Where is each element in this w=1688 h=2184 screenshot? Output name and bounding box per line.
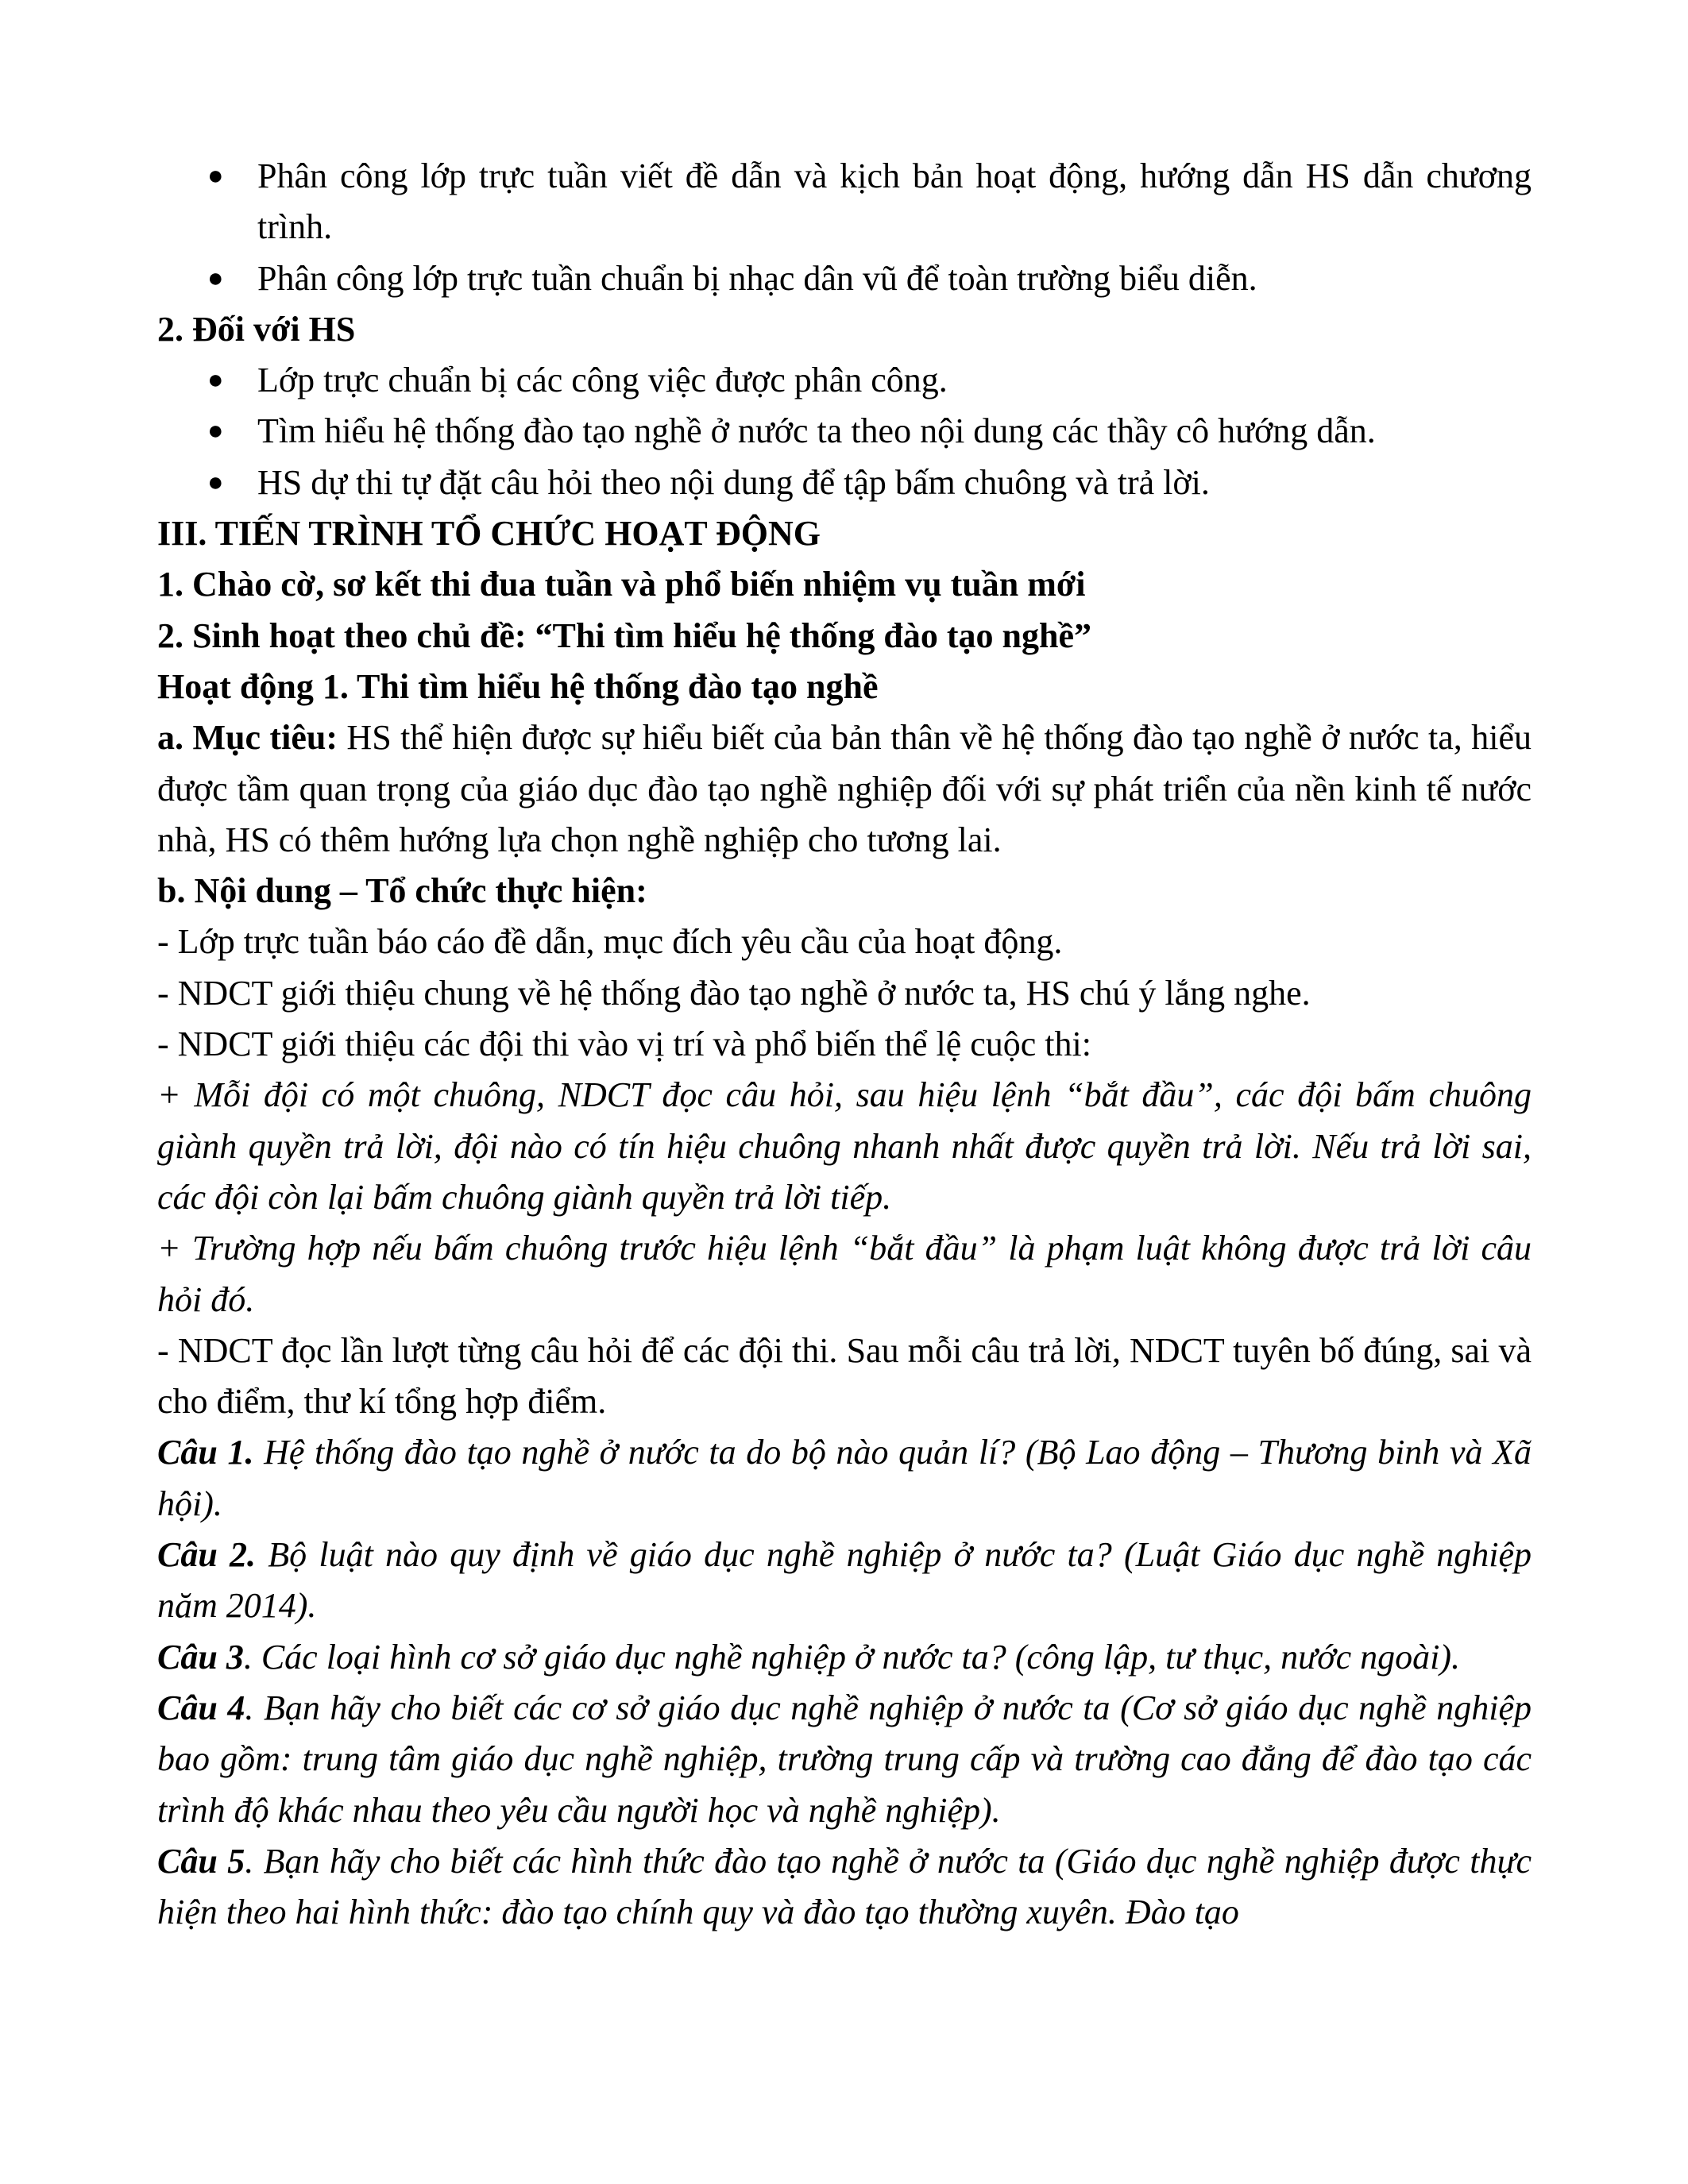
question-label: Câu 2. bbox=[157, 1535, 257, 1575]
list-item: ● HS dự thi tự đặt câu hỏi theo nội dung để tập bấm chuông và trả lời. bbox=[157, 457, 1532, 508]
heading-subsection-2: 2. Sinh hoạt theo chủ đề: “Thi tìm hiểu hệ thống đào tạo nghề” bbox=[157, 615, 1091, 655]
step-final: - NDCT đọc lần lượt từng câu hỏi để các đội thi. Sau mỗi câu trả lời, NDCT tuyên bố đúng, sai và cho điểm, thư kí tổng hợp điểm. bbox=[157, 1330, 1532, 1422]
noi-dung-heading: b. Nội dung – Tổ chức thực hiện: bbox=[157, 871, 647, 911]
section-heading-hs: 2. Đối với HS bbox=[157, 309, 356, 349]
question-text: Bộ luật nào quy định về giáo dục nghề nghiệp ở nước ta? (Luật Giáo dục nghề nghiệp năm 2014). bbox=[157, 1535, 1532, 1626]
question-paragraph bbox=[157, 1836, 1532, 1939]
list-item: ● Lớp trực chuẩn bị các công việc được phân công. bbox=[157, 355, 1532, 406]
question-text: . Các loại hình cơ sở giáo dục nghề nghiệp ở nước ta? (công lập, tư thục, nước ngoài). bbox=[243, 1637, 1461, 1677]
question-paragraph bbox=[157, 1427, 1532, 1530]
question-paragraph bbox=[157, 1683, 1532, 1836]
list-item: ● Phân công lớp trực tuần chuẩn bị nhạc dân vũ để toàn trường biểu diễn. bbox=[157, 253, 1532, 304]
document-page bbox=[157, 151, 1532, 1938]
rule-paragraph: + Mỗi đội có một chuông, NDCT đọc câu hỏi, sau hiệu lệnh “bắt đầu”, các đội bấm chuông giành quyền trả lời, đội nào có tín hiệu chuông nhanh nhất được quyền trả lời. Nếu trả lời sai, các đội còn lại bấm chuông giành quyền trả lời tiếp. bbox=[157, 1075, 1532, 1217]
muc-tieu-text: HS thể hiện được sự hiểu biết của bản thân về hệ thống đào tạo nghề ở nước ta, hiểu được tầm quan trọng của giáo dục đào tạo nghề nghiệp đối với sự phát triển của nền kinh tế nước nhà, HS có thêm hướng lựa chọn nghề nghiệp cho tương lai. bbox=[157, 718, 1532, 859]
heading-section-3: III. TIẾN TRÌNH TỔ CHỨC HOẠT ĐỘNG bbox=[157, 514, 821, 554]
activity-title: Hoạt động 1. Thi tìm hiểu hệ thống đào tạo nghề bbox=[157, 666, 879, 706]
question-label: Câu 1. bbox=[157, 1433, 254, 1472]
muc-tieu-paragraph bbox=[157, 712, 1532, 866]
question-label: Câu 5 bbox=[157, 1841, 245, 1881]
bullet-icon: ● bbox=[207, 161, 224, 191]
question-paragraph bbox=[157, 1530, 1532, 1632]
rule-paragraph: + Trường hợp nếu bấm chuông trước hiệu lệnh “bắt đầu” là phạm luật không được trả lời câu hỏi đó. bbox=[157, 1229, 1532, 1319]
question-text: . Bạn hãy cho biết các cơ sở giáo dục nghề nghiệp ở nước ta (Cơ sở giáo dục nghề nghiệp bao gồm: trung tâm giáo dục nghề nghiệp, trường trung cấp và trường cao đẳng để đào tạo các trình độ khác nhau theo yêu cầu người học và nghề nghiệp). bbox=[157, 1688, 1532, 1830]
list-item: ● Phân công lớp trực tuần viết đề dẫn và kịch bản hoạt động, hướng dẫn HS dẫn chương trình. bbox=[157, 151, 1532, 253]
question-label: Câu 4 bbox=[157, 1688, 245, 1727]
step-line: - Lớp trực tuần báo cáo đề dẫn, mục đích yêu cầu của hoạt động. bbox=[157, 922, 1063, 962]
heading-subsection-1: 1. Chào cờ, sơ kết thi đua tuần và phổ biến nhiệm vụ tuần mới bbox=[157, 565, 1086, 604]
bullet-list-teacher bbox=[157, 151, 1532, 304]
step-line: - NDCT giới thiệu chung về hệ thống đào tạo nghề ở nước ta, HS chú ý lắng nghe. bbox=[157, 973, 1311, 1013]
question-label: Câu 3 bbox=[157, 1637, 244, 1677]
list-item: ● Tìm hiểu hệ thống đào tạo nghề ở nước ta theo nội dung các thầy cô hướng dẫn. bbox=[157, 406, 1532, 457]
bullet-icon: ● bbox=[207, 365, 224, 396]
question-text: . Bạn hãy cho biết các hình thức đào tạo nghề ở nước ta (Giáo dục nghề nghiệp được thực hiện theo hai hình thức: đào tạo chính quy và đào tạo thường xuyên. Đào tạo bbox=[157, 1841, 1532, 1932]
question-paragraph bbox=[157, 1632, 1532, 1683]
question-text: Hệ thống đào tạo nghề ở nước ta do bộ nào quản lí? (Bộ Lao động – Thương binh và Xã hội). bbox=[157, 1433, 1532, 1523]
bullet-list-students bbox=[157, 355, 1532, 508]
bullet-icon: ● bbox=[207, 416, 224, 446]
bullet-icon: ● bbox=[207, 467, 224, 497]
step-line: - NDCT giới thiệu các đội thi vào vị trí và phổ biến thể lệ cuộc thi: bbox=[157, 1024, 1091, 1064]
bullet-icon: ● bbox=[207, 263, 224, 293]
muc-tieu-label: a. Mục tiêu: bbox=[157, 718, 338, 758]
